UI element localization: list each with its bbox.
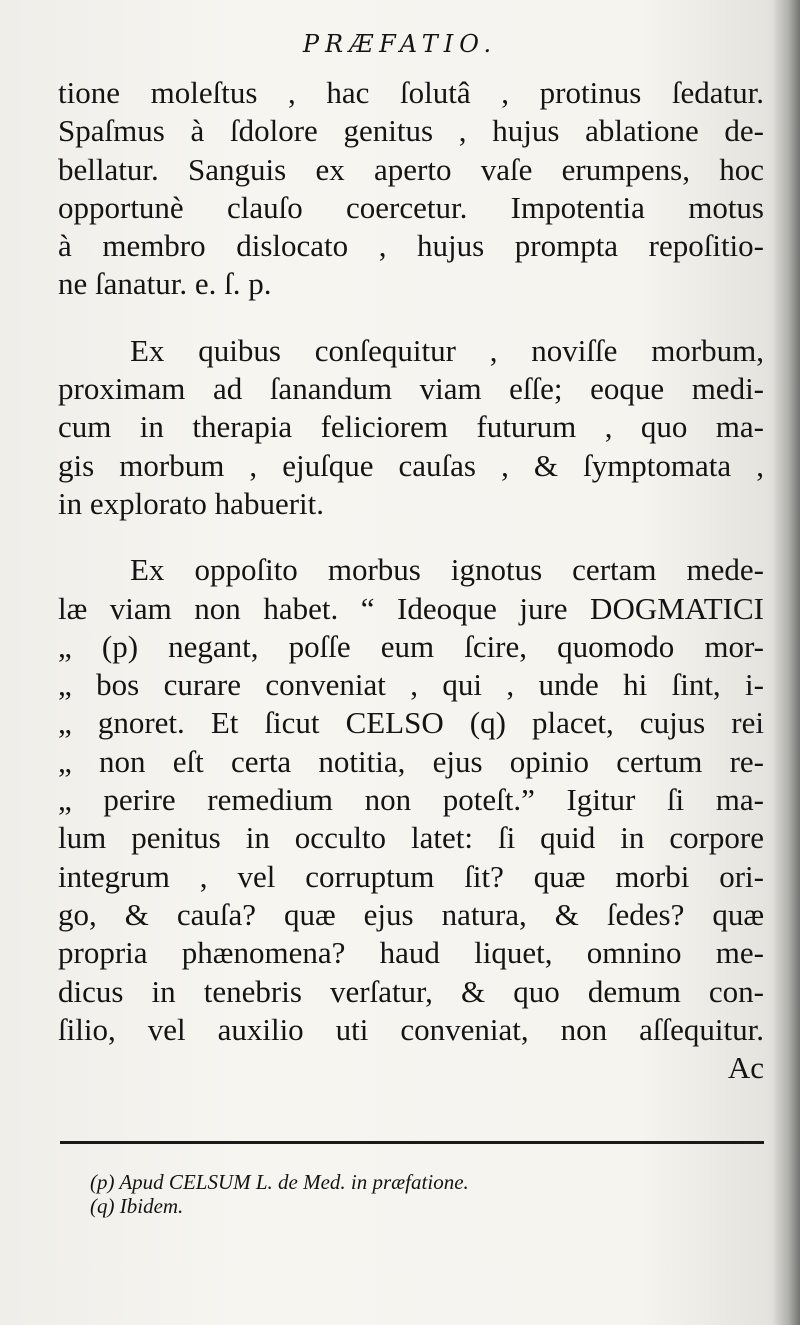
text-line: proximam ad ſanandum viam eſſe; eoque medi- — [58, 371, 764, 407]
text-line: propria phænomena? haud liquet, omnino me- — [58, 935, 764, 971]
text-line: go, & cauſa? quæ ejus natura, & ſedes? quæ — [58, 896, 764, 932]
footnote-p: (p) Apud CELSUM L. de Med. in præfatione. — [90, 1170, 469, 1194]
text-line: dicus in tenebris verſatur, & quo demum con- — [58, 973, 764, 1009]
text-line: „ gnoret. Et ſicut CELSO (q) placet, cujus rei — [58, 705, 764, 741]
text-line: Ex oppoſito morbus ignotus certam mede- — [130, 552, 764, 588]
footnote-q: (q) Ibidem. — [90, 1194, 184, 1218]
text-line: „ (p) negant, poſſe eum ſcire, quomodo mor- — [58, 628, 764, 664]
paragraph-2 — [58, 332, 764, 523]
text-line: ſilio, vel auxilio uti conveniat, non aſſequitur. — [58, 1011, 764, 1047]
text-line: gis morbum , ejuſque cauſas , & ſymptomata , — [58, 447, 764, 483]
text-line: opportunè clauſo coercetur. Impotentia motus — [58, 189, 764, 225]
text-line: „ perire remedium non poteſt.” Igitur ſi ma- — [58, 782, 764, 818]
text-line: lum penitus in occulto latet: ſi quid in corpore — [58, 820, 764, 856]
text-line: integrum , vel corruptum ſit? quæ morbi ori- — [58, 858, 764, 894]
footnote-rule — [60, 1141, 764, 1144]
catchword: Ac — [727, 1050, 764, 1086]
text-line: in explorato habuerit. — [58, 485, 324, 521]
paragraph-3 — [58, 551, 764, 1049]
text-line: Ex quibus conſequitur , noviſſe morbum, — [130, 332, 764, 368]
text-line: Spaſmus à ſdolore genitus , hujus ablatione de- — [58, 113, 764, 149]
paragraph-gap — [58, 304, 764, 332]
footnotes — [90, 1170, 770, 1218]
page-edge-shadow — [772, 0, 800, 1325]
paragraph-gap — [58, 523, 764, 551]
text-line: tione moleſtus , hac ſolutâ , protinus ſedatur. — [58, 75, 764, 110]
body-text — [58, 74, 764, 1087]
text-line: „ bos curare conveniat , qui , unde hi ſint, i- — [58, 667, 764, 703]
text-line: „ non eſt certa notitia, ejus opinio certum re- — [58, 743, 764, 779]
text-line: læ viam non habet. “ Ideoque jure DOGMATICI — [58, 590, 764, 626]
text-line: cum in therapia feliciorem futurum , quo ma- — [58, 409, 764, 445]
paragraph-1 — [58, 74, 764, 304]
text-line: ne ſanatur. e. ſ. p. — [58, 266, 272, 302]
text-line: à membro dislocato , hujus prompta repoſitio- — [58, 228, 764, 264]
running-header: PRÆFATIO. — [302, 30, 498, 58]
text-line: bellatur. Sanguis ex aperto vaſe erumpens, hoc — [58, 151, 764, 187]
